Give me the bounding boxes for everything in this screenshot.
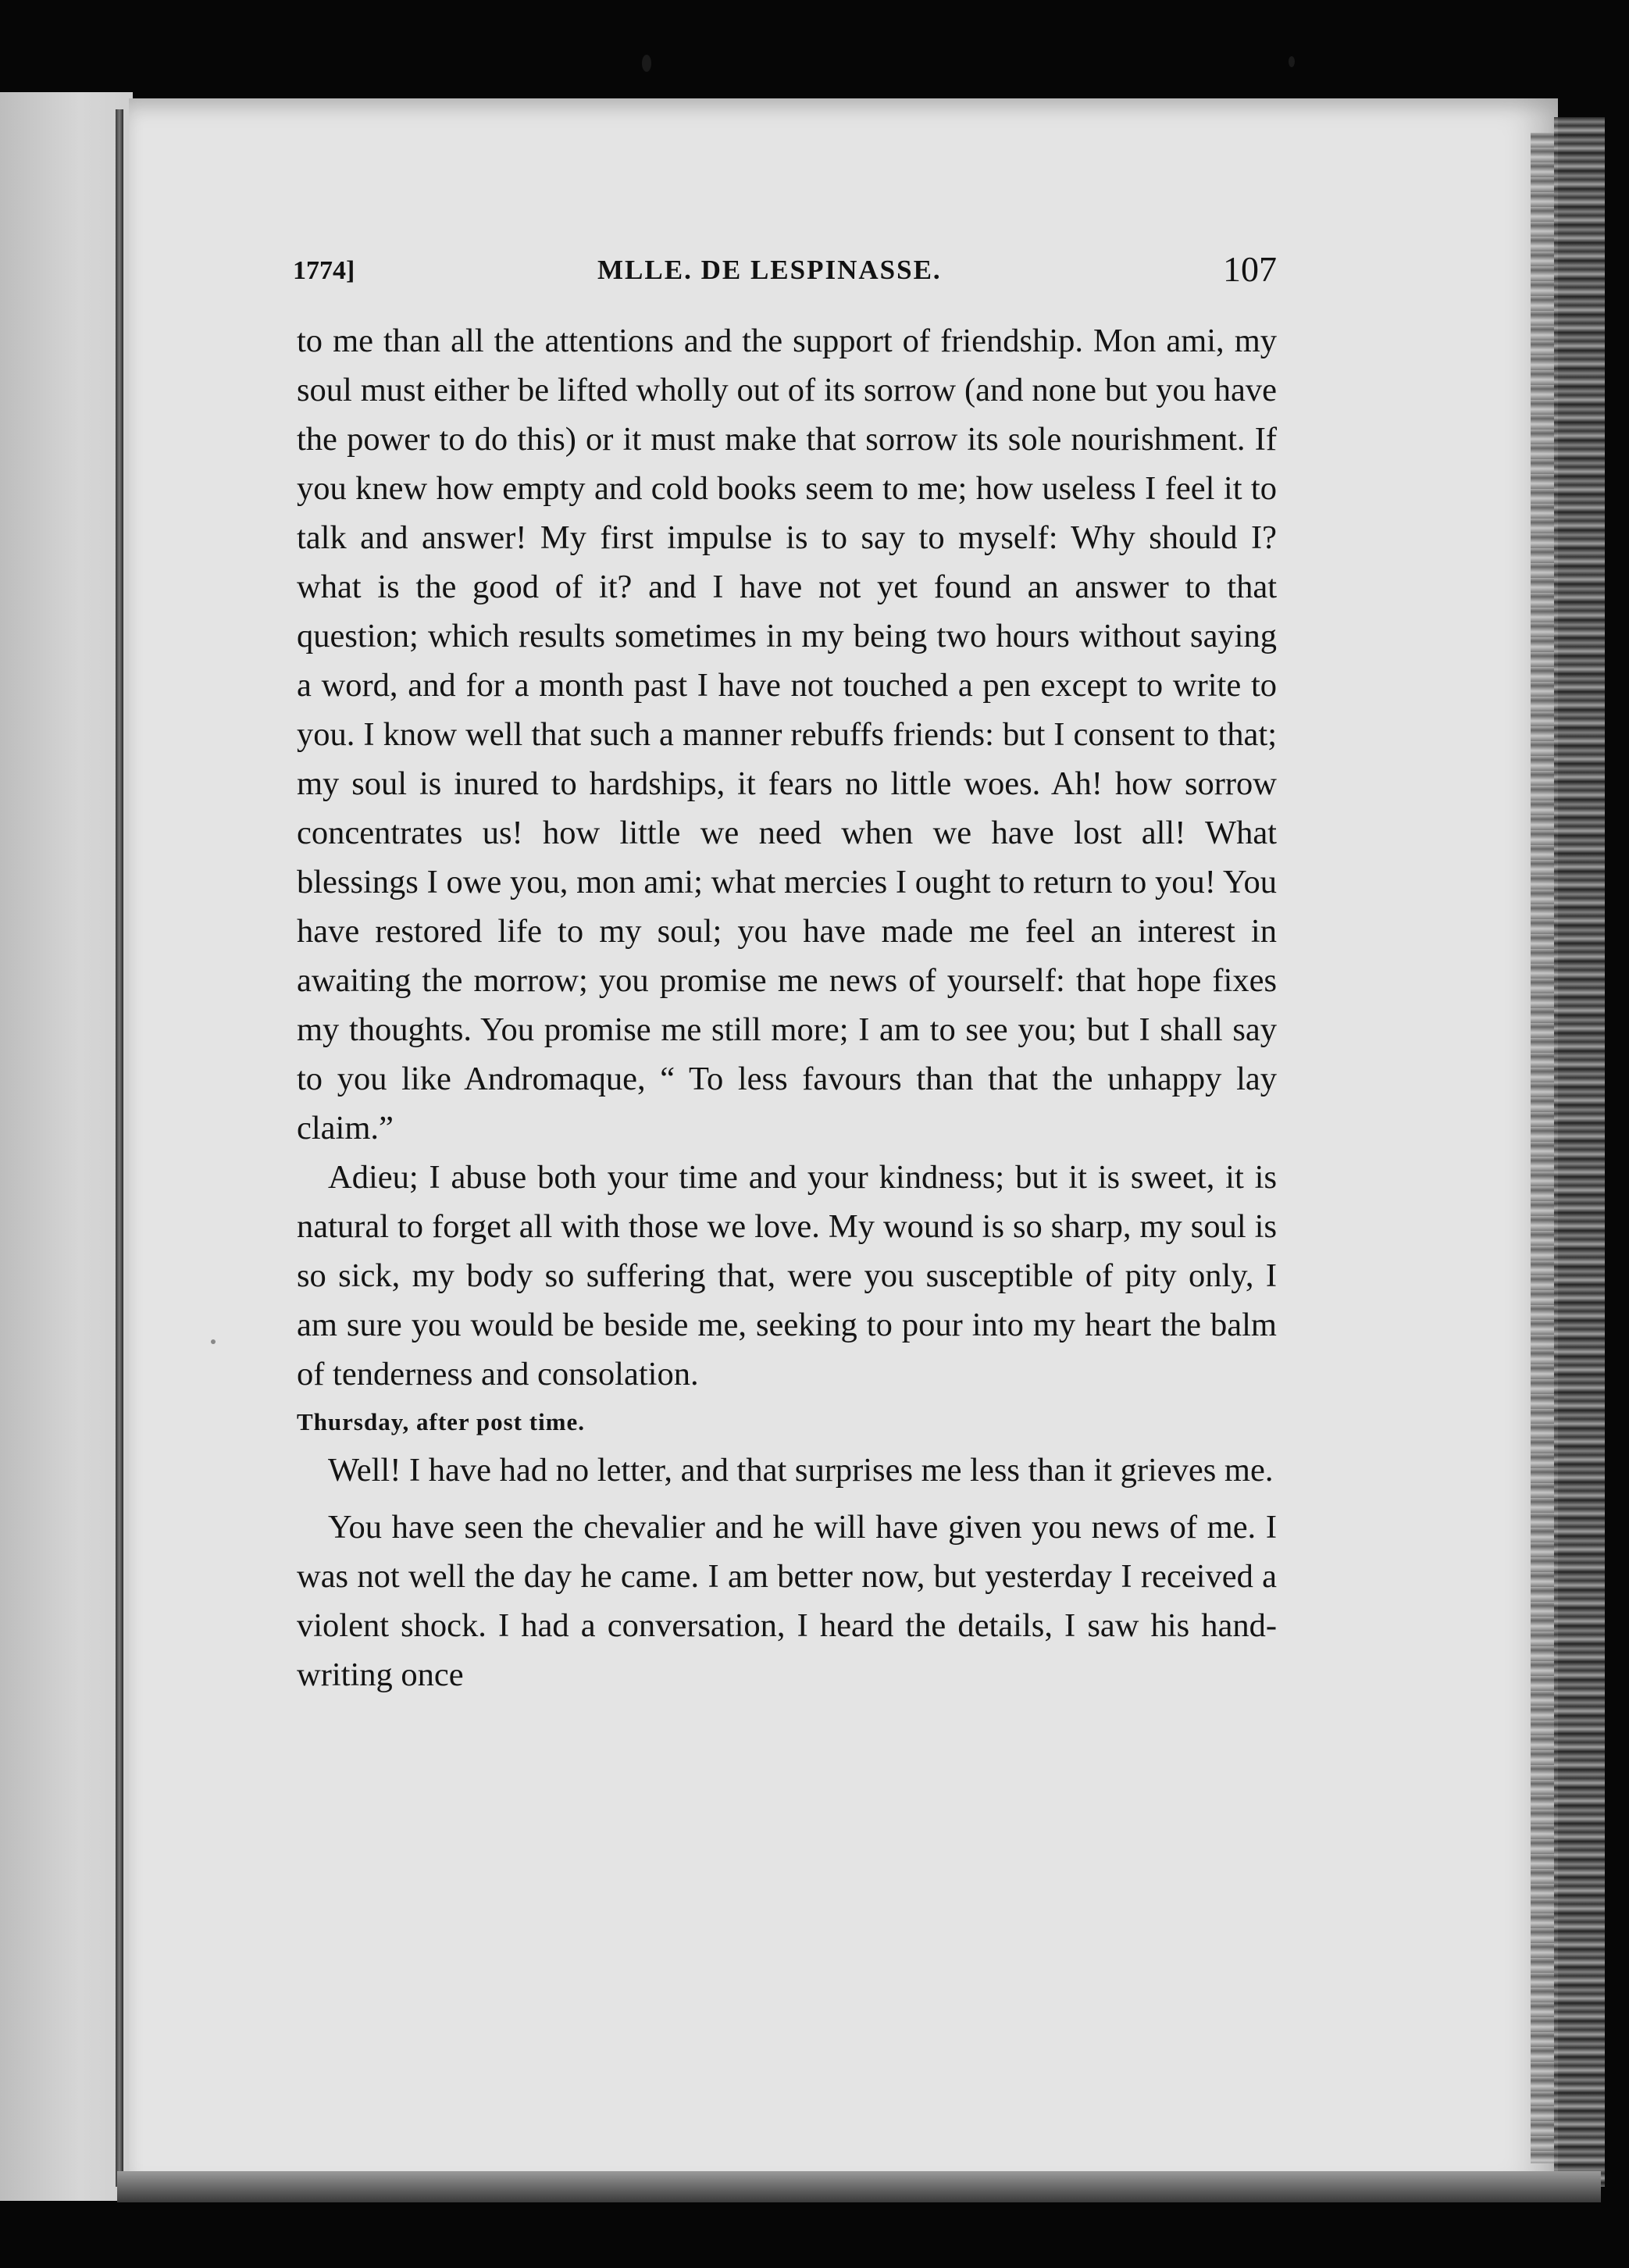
paragraph-well: Well! I have had no letter, and that surprises me less than it grieves me. — [328, 1452, 1274, 1489]
page-bottom-edge — [117, 2171, 1601, 2202]
dust-speck — [1289, 56, 1295, 67]
running-header — [293, 248, 1277, 295]
facing-page-edge — [0, 92, 133, 2201]
dust-speck — [211, 1339, 216, 1344]
header-year: 1774] — [293, 256, 355, 285]
paragraph-chevalier: You have seen the chevalier and he will have given you news of me. I was not well the day he came. I am better now, but yesterday I received a violent shock. I had a conversation, I heard the details, I saw his hand-writing once — [297, 1509, 1277, 1693]
page-stack-edge — [1554, 117, 1605, 2187]
running-title: MLLE. DE LESPINASSE. — [597, 255, 942, 285]
page-body — [297, 316, 1277, 1699]
dust-speck — [642, 55, 651, 72]
page-stack-inner-edge — [1531, 133, 1557, 2163]
letter-dateline: Thursday, after post time. — [297, 1408, 586, 1435]
paragraph-adieu: Adieu; I abuse both your time and your kindness; but it is sweet, it is natural to forget all with those we love. My wound is so sharp, my soul is so sick, my body so suffering that, were you susceptible of pity only, I am sure you would be beside me, seeking to pour into my heart the balm of tenderness and consolation. — [297, 1159, 1277, 1393]
page-number: 107 — [1223, 249, 1277, 289]
paragraph-continued: to me than all the attentions and the support of friendship. Mon ami, my soul must either be lifted wholly out of its sorrow (and none but you have the power to do this) or it must make that sorrow its sole nourishment. If you knew how empty and cold books seem to me; how useless I feel it to talk and answer! My first impulse is to say to myself: Why should I? what is the good of it? and I have not yet found an answer to that question; which results sometimes in my being two hours without saying a word, and for a month past I have not touched a pen except to write to you. I know well that such a manner rebuffs friends: but I consent to that; my soul is inured to hardships, it fears no little woes. Ah! how sorrow concentrates us! how little we need when we have lost all! What blessings I owe you, mon ami; what mercies I ought to return to you! You have restored life to my soul; you have made me feel an interest in awaiting the morrow; you promise me news of yourself: that hope fixes my thoughts. You promise me still more; I am to see you; but I shall say to you like Andromaque, “ To less favours than that the unhappy lay claim.” — [297, 323, 1277, 1146]
book-gutter — [116, 109, 123, 2187]
